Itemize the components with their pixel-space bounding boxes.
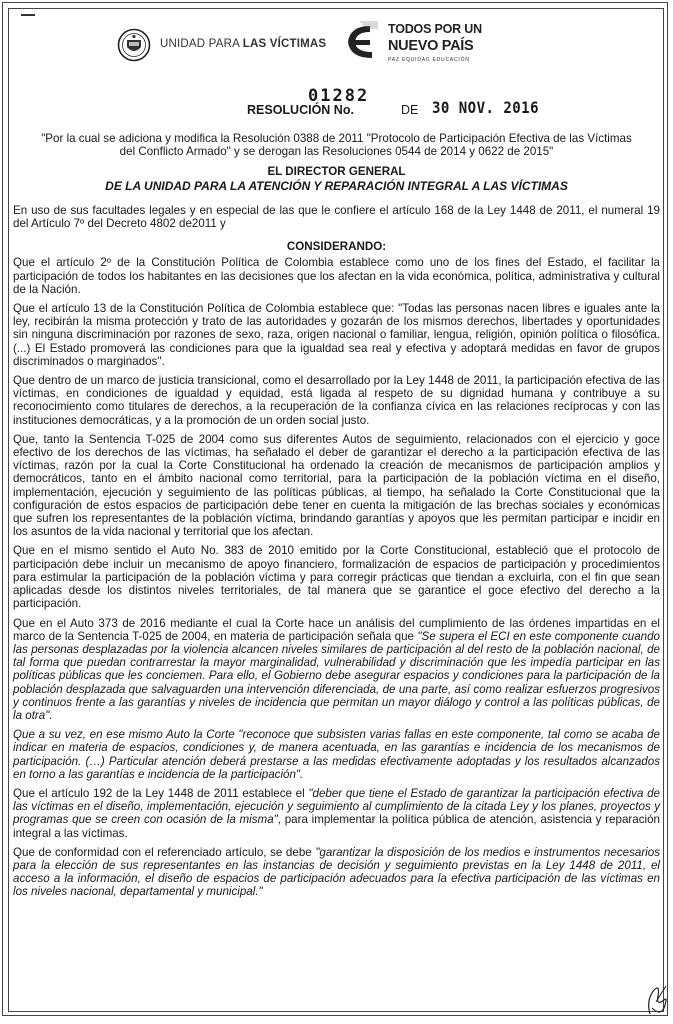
considering-paragraph: Que el artículo 2º de la Constitución Política de Colombia establece como uno de los fines del Estado, el facilitar la participación de todos los habitantes en las decisiones que los afectan en la vida económica, política, administrativa y cultural de la Nación. — [13, 256, 660, 296]
resolution-subtitle: "Por la cual se adiciona y modifica la Resolución 0388 de 2011 "Protocolo de Participación Efectiva de las Víctimas del Conflicto Armado" y se derogan las Resoluciones 0544 de 2014 y 0622 de 2015" — [41, 132, 632, 159]
resolution-date-label: DE — [401, 103, 419, 117]
resolution-date-stamp: 30 NOV. 2016 — [432, 98, 540, 117]
issuer-title: EL DIRECTOR GENERAL — [267, 165, 406, 179]
considering-paragraph: Que a su vez, en ese mismo Auto la Corte "reconoce que subsisten varias fallas en este componente, tal como se acaba de indicar en materia de espacios, condiciones y, de manera acentuada, en las garantías e incidencia de los mecanismos de participación. (…) Particular atención deberá prestarse a las medidas efectivamente adoptadas y los resultados alcanzados en torno a las garantías e incidencia de la participación". — [13, 728, 660, 781]
org-name: UNIDAD PARA LAS VÍCTIMAS — [160, 38, 327, 50]
considering-paragraph: Que dentro de un marco de justicia transicional, como el desarrollado por la Ley 1448 de 2011, la participación efectiva de las víctimas, en condiciones de igualdad y equidad, está ligada al respeto de su dignidad humana y contribuye a su reconocimiento como titulares de derechos, a la recuperación de la confianza cívica en las relaciones recíprocas y con las instituciones democráticas, y a la promoción de un orden social justo. — [13, 374, 660, 427]
document-header — [0, 18, 673, 78]
considering-paragraph: Que en el Auto 373 de 2016 mediante el cual la Corte hace un análisis del cumplimiento de las órdenes impartidas en el marco de la Sentencia T-025 de 2004, en materia de participación señala que "Se supera el ECI en este componente cuando las personas desplazadas por la violencia alcancen niveles similares de participación al del resto de la población nacional, de tal forma que puedan contrarrestar la mayor marginalidad, vulnerabilidad y discriminación que les impedía participar en las políticas públicas que les conciemen. Para ello, el Gobierno debe asegurar espacios y condiciones para la participación de la población desplazada que salvaguarden una intervención diferenciada, de una parte, así como realizar esfuerzos progresivos y continuos frente a las garantías y niveles de incidencia que permitan un mayor diálogo y control a las políticas públicas, de la otra". — [13, 616, 660, 722]
considering-paragraph: Que el artículo 13 de la Constitución Política de Colombia establece que: "Todas las personas nacen libres e iguales ante la ley, recibirán la misma protección y trato de las autoridades y gozarán de los mismos derechos, libertades y oportunidades sin ninguna discriminación por razones de sexo, raza, origen nacional o familiar, lengua, religión, opinión política o filosófica. (...) El Estado promoverá las condiciones para que la igualdad sea real y efectiva y adoptará medidas en favor de grupos discriminados o marginados". — [13, 302, 660, 368]
considering-paragraph: Que el artículo 192 de la Ley 1448 de 2011 establece el "deber que tiene el Estado de garantizar la participación efectiva de las víctimas en el diseño, implementación, ejecución y seguimiento al cumplimiento de la citada Ley y los planes, proyectos y programas que se creen con ocasión de la misma", para implementar la política pública de atención, asistencia y reparación integral a las víctimas. — [13, 786, 661, 840]
preamble: En uso de sus facultades legales y en especial de las que le confiere el artículo 168 de la Ley 1448 de 2011, el numeral 19 del Artículo 7º del Decreto 4802 de2011 y — [13, 203, 660, 231]
brand-slogan-main: NUEVO PAÍS — [388, 38, 474, 54]
document-body — [13, 132, 660, 905]
considering-heading: CONSIDERANDO: — [286, 240, 387, 254]
todos-por-un-nuevo-pais-logo-icon — [340, 20, 380, 64]
resolution-label: RESOLUCIÓN No. — [247, 103, 354, 117]
brand-tagline: PAZ EQUIDAD EDUCACIÓN — [388, 57, 470, 63]
resolution-number: 01282 — [308, 86, 370, 106]
considering-paragraph: Que de conformidad con el referenciado artículo, se debe "garantizar la disposición de los medios e instrumentos necesarios para la elección de sus representantes en las instancias de decisión y seguimiento previstas en la Ley 1448 de 2011, el acceso a la información, el diseño de espacios de participación adecuados para la efectiva participación de las víctimas en los niveles nacional, departamental y municipal." — [13, 845, 661, 899]
considering-paragraph: Que en el mismo sentido el Auto No. 383 de 2010 emitido por la Corte Constitucional, estableció que el protocolo de participación debe incluir un mecanismo de apoyo financiero, formalización de espacios de participación y procedimientos para estimular la participación de la población víctima y para corregir prácticas que tiendan a excluirla, con el fin que sean aplicadas desde los distintos niveles territoriales, de tal manera que se garantice el goce efectivo del derecho a la participación. — [13, 544, 660, 611]
considering-paragraph: Que, tanto la Sentencia T-025 de 2004 como sus diferentes Autos de seguimiento, relacionados con el ejercicio y goce efectivo de los derechos de las víctimas, ha señalado el deber de garantizar el derecho a la participación efectiva de las víctimas, razón por la cual la Corte Constitucional ha ordenado la creación de mecanismos de participación amplios y democráticos, tanto en el ámbito nacional como territorial, para la participación de la población víctima en el diseño, implementación, ejecución y seguimiento de las políticas públicas, al tiempo, ha señalado la Corte Constitucional que la configuración de estos espacios de participación debe tener en cuenta la mitigación de las brechas sociales y económicas que sufren los representantes de la población víctima, brindando garantías y apoyos que les permitan participar e incidir en los asuntos de la vida nacional y territorial que los afectan. — [13, 432, 660, 539]
brand-slogan-top: TODOS POR UN — [388, 22, 482, 36]
colombia-seal-icon — [117, 28, 151, 62]
corner-mark — [21, 14, 35, 16]
handwritten-initials-icon — [644, 978, 670, 1018]
issuer-unit: DE LA UNIDAD PARA LA ATENCIÓN Y REPARACIÓN INTEGRAL A LAS VÍCTIMAS — [105, 178, 568, 193]
